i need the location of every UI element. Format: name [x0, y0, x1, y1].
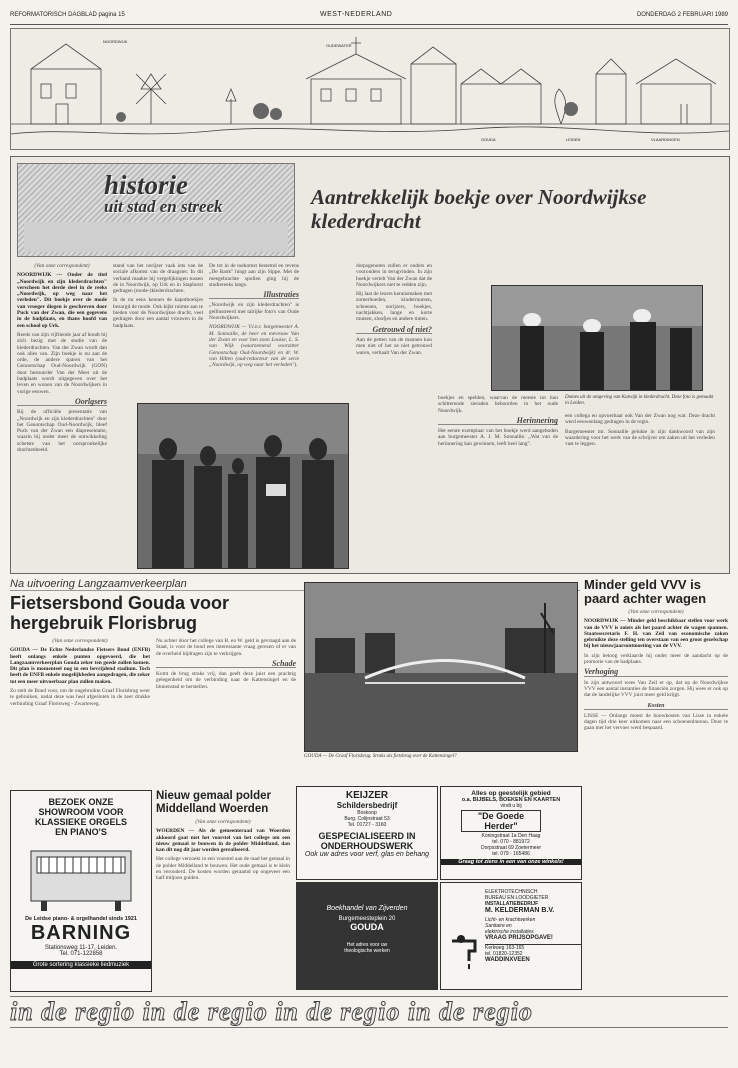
faucet-icon [447, 931, 487, 971]
masthead-section: WEST-NEDERLAND [320, 11, 393, 18]
ad-phone: tel. 070 - 881972 [492, 839, 530, 845]
history-col-4 [356, 263, 432, 565]
ad-slogan: VRAAG PRIJSOPGAVE! [485, 935, 553, 941]
ad-address: Stationsweg 11-17, Leiden. [44, 945, 118, 951]
barning-advertisement [10, 790, 152, 992]
illustration-label: LEIDEN [566, 137, 581, 142]
ad-trade: Schildersbedrijf [336, 801, 398, 810]
paragraph: Reeds van zijn vijftiende jaar af houdt hij zich bezig met de studie van de klederdrachten. Van der Zwan wordt dan ook alles van. Zijn boekje is nu aan de orde, de andere sparen van het Genootschap Oud-Noordwijk (GON) door bestuurder Van der Meer uit de badplaats wordt uitgegeven over het leven en wonen van de Noordwijkers in vorige eeuwen. [17, 331, 107, 395]
cyclists-article [10, 578, 580, 778]
history-col-3 [209, 263, 299, 381]
ad-service: elektrische installaties [485, 929, 534, 935]
paragraph: Aan de petten van de mannen kon men niet of het ze niet getrouwd waren, verhaalt Van der Zwan. [356, 336, 432, 356]
ad-company-name: KEIJZER [345, 790, 389, 801]
ad-subline: o.a. BIJBELS, BOEKEN EN KAARTEN [461, 797, 561, 803]
illustration-label: VLAARDINGEN [651, 137, 680, 142]
ad-intro: vindt u bij [500, 803, 522, 809]
ad-slogan-line: GESPECIALISEERD IN [318, 831, 416, 841]
paragraph: Hij laat de lezers kennismaken met zomerhoeden, kindermutsen, schoenen, oorijzers, boekjes, nachtjakken, lange en korte mutsen, sloofjes en andere tinten. [356, 291, 432, 323]
ad-tagline: De Leidse piano- & orgelhandel sinds 1921 [25, 916, 137, 922]
paragraph: „Noordwijk en zijn klederdrachten" is geïllustreerd met talrijke foto's van Oude Noordwijkers. [209, 302, 299, 322]
vvv-article [584, 578, 728, 994]
paragraph: Het college verzoekt in een voorstel aan de raad het gemaal in de polder Middelland te bouwen. Het oude gemaal is te klein en verouderd. De kosten worden geraamd op ongeveer een half miljoen gulden. [156, 856, 290, 882]
pumping-station-article [156, 790, 290, 990]
keijzer-advertisement [296, 786, 438, 880]
subheading: Getrouwd of niet? [356, 327, 432, 334]
cyclists-col-2 [156, 638, 296, 768]
paragraph: Bij de officiële presentatie van „Noordwijk en zijn klederdrachten" door het Genootschap Oud-Noordwijk, bleef Puck van der Zwan een diapresentatie, waarin hij onder meer de ontwikkeling schetste van het oorspronkelijke drachtenbeeld. [17, 409, 107, 454]
ad-line: BUREAU EN LOODGIETER [485, 895, 549, 901]
photo-caption: NOORDWIJK — V.l.n.r. burgemeester A. M. Sonnaille, de heer en mevrouw Van der Zwan en voor hen zoon Louise, L. S. van Wijk (waarnemend voorzitter Genootschap Oud-Noordwijk) en dr. W. van Hilten (oud-redacteur van de serie „Noordwijk, op weg naar het verleden"). [209, 324, 299, 369]
group-photo-image [138, 404, 348, 568]
paragraph: Zo stelt de Bond voor, om de ongebruikte Graaf Florisbrug weer te gebruiken, nadat deze was heel afgesloten in de zeer drukke verbinding Graaf Florisweg - Zwarteweg. [10, 688, 150, 707]
paragraph: LISSE — Onlangs moest de bouwkosten van Lisse in enkele dagen tijd drie keer uitkomen naar een schoenenbureau. Door te gaan met het vervoer werd bespaard. [584, 712, 728, 732]
ad-phone: tel. 079 - 165486 [492, 851, 530, 857]
illustration-label: NOORDWIJK [103, 39, 128, 44]
masthead-left: REFORMATORISCH DAGBLAD pagina 15 [10, 12, 125, 18]
ad-phone: Tel. 071-122858 [59, 951, 103, 957]
subheading: Oorlgsers [17, 399, 107, 406]
zijverden-advertisement [296, 882, 438, 990]
history-col-6 [565, 413, 715, 565]
subheading: Illustraties [209, 292, 299, 299]
masthead-date: DONDERDAG 2 FEBRUARI 1989 [636, 12, 728, 18]
costume-photo-caption: Dames uit de omgeving van Katwijk in klederdracht. Deze foto is gemaakt in Leiden. [565, 395, 714, 406]
ad-city: GOUDA [350, 922, 384, 932]
ad-place: Boskoop [357, 810, 377, 816]
ad-company-name: "De Goede Herder" [461, 810, 541, 832]
town-illustration-banner [10, 28, 730, 150]
illustration-label: OUDEWATER [326, 43, 352, 48]
history-logo-line2: uit stad en streek [104, 197, 223, 216]
ad-extra: theologische werken [344, 948, 390, 954]
lead-paragraph: NOORDWIJK — Minder geld beschikbaar stellen voor werk van de VVV is zoiets als het paard achter de wagen spannen. Staatssecretaris F. H. van Zeil van economische zaken gebruikte deze stelling ten overstaan van een groot gezelschap bij het nieuwjaarsontmoeting van de VVV. [584, 618, 728, 650]
paragraph: Het eerste exemplaar van het boekje werd aangeboden aan burgemeester A. J. M. Sonnaille. „Wat van de herinnering kan gewinnen, leeft heel lang". [438, 428, 558, 447]
subheading: Herinnering [438, 418, 558, 425]
ad-headline [11, 797, 151, 837]
article-headline: Nieuw gemaal polder Middelland Woerden [156, 790, 272, 815]
masthead [10, 10, 728, 25]
ad-service: Licht- en krachtwerken [485, 917, 536, 923]
paragraph: De tot in de toekomst bestemd en tevens „De Bank" hingt aan zijn Sippe. Met de meegebrachte spullen ging hij de studiereeks langs. [209, 263, 299, 288]
costume-photo-image [492, 286, 702, 390]
bridge-photo [304, 582, 578, 752]
history-col-5 [438, 395, 558, 565]
history-headline: Aantrekkelijk boekje over Noordwijkse klederdracht [311, 185, 647, 233]
paragraph: In zijn betoog verklaarde hij onder meer de aandacht op de promotie van de badplaats. [584, 652, 728, 666]
ad-extra: Het adres voor uw [346, 942, 388, 948]
ad-slogan-line: Ook uw adres voor verf, glas en behang [304, 851, 430, 858]
history-logo-panel [17, 163, 295, 257]
ad-street: Burgemeesteplein 20 [338, 916, 396, 922]
kelderman-advertisement [440, 882, 582, 990]
ad-service: Sanitaire en [485, 923, 512, 929]
group-photo [137, 403, 349, 569]
town-sketch-illustration [11, 29, 729, 149]
illustration-label: GOUDA [481, 137, 496, 142]
lead-paragraph: GOUDA — De Echte Nederlandse Fietsers Bond (ENFB) heeft onlangs enkele punten opgevoerd, die het Langzaamverkeerplan Gouda zeker ten goede zullen komen. Dit plan is momenteel nog in een bevrijdend stadium. Toch heeft de ENFB enkele mogelijkheden aangedragen, die zeker tot een meer uitvoerbaar plan zullen maken. [10, 647, 150, 685]
ad-street: Burg. Colijnstraat 53 [344, 816, 390, 822]
ad-address: Dorpsstraat 69 Zoetermeer [480, 845, 542, 851]
logo-skyline [24, 222, 288, 252]
bridge-photo-image [305, 583, 577, 751]
paragraph: een collega en opvoerbaar ook Van der Zwan nog wat. Deze dracht werd eeuwenlang gedragen in de regio. [565, 413, 715, 426]
pumping-station-text [156, 819, 290, 987]
ad-line: INSTALLATIEBEDRIJF [485, 901, 539, 907]
organ-illustration [21, 841, 141, 911]
ad-address: Koningstraat 1a Den Haag [481, 833, 541, 839]
ad-footer: Grote sortering klassieke liedmuziek [11, 961, 151, 969]
ad-phone: tel. 01820-12352 [485, 951, 523, 957]
ad-line: EN PIANO'S [55, 827, 107, 837]
history-feature-section [10, 156, 730, 574]
history-col-2 [113, 263, 203, 381]
paragraph: Nu achter door het college van B. en W. geld is gevraagd aan de Staat, is voor de bond een interessante vraag gerezen of er van de overheid bijdragen zijn te verkrijgen. [156, 638, 296, 657]
bridge-photo-caption: GOUDA — De Graaf Florisbrug. Straks als fietsbrug over de Kattensingel? [304, 754, 457, 759]
history-col-1 [17, 263, 107, 565]
article-headline: Minder geld VVV is paard achter wagen [584, 577, 707, 606]
goede-herder-advertisement [440, 786, 582, 880]
ad-company-name: Boekhandel van Zijverden [326, 905, 408, 912]
ad-line: SHOWROOM VOOR [38, 807, 124, 817]
paragraph: Burgemeester mr. Sonnaille gelukte in zijn dankwoord van zijn waardering voor het werk van de schrijver om zaken uit het verleden vast te leggen. [565, 428, 715, 448]
ad-headline: Alles op geestelijk gebied [471, 790, 551, 797]
subheading: Kosten [584, 703, 728, 710]
ad-line: KLASSIEKE ORGELS [34, 817, 127, 827]
ad-line: ELEKTROTECHNISCH [485, 889, 538, 895]
paragraph: In de nu eens kennen de kapotboekjes bezorgd de mode. Ook kijkt ruimte aan te bieden voor de Noordwijkse dracht, veel gedragen door een aantal vrouwen in de badplaats. [113, 297, 203, 329]
byline: (Van onze correspondent) [628, 609, 684, 615]
ad-line: BEZOEK ONZE [48, 797, 114, 807]
paragraph: stand van het oorijzer vaak iets van de sociale afkomst van de draagster. In dit verband maakte hij vergelijkingen tussen de in Noordwijk, op Urk en in Staphorst gedragen (mode-)klederdrachten. [113, 263, 203, 295]
ad-street: Kerkweg 163-165 [485, 944, 581, 951]
byline: (Van onze correspondent) [52, 638, 108, 644]
ad-city: WADDINXVEEN [485, 957, 530, 963]
byline: (Van onze correspondent) [195, 819, 251, 825]
ad-company-name: BARNING [30, 922, 132, 944]
subheading: Schade [156, 661, 296, 668]
history-logo [104, 172, 252, 216]
paragraph: Komt de brug straks vrij, dan geeft deze juist een prachtig gelegenheid om de verbinding naar de Kattensingel en de binnenstad te herstellen. [156, 671, 296, 690]
ad-footer: Graag tot ziens in een van onze winkels! [441, 859, 581, 865]
in-de-regio-footer-band [10, 996, 728, 1028]
paragraph: In zijn antwoord wees Van Zeil er op, dat op de Noordwijkse VVV een aantal instanties de financiën zorgen. Hij wees er ook op dat de landelijke VVV juist meer geld krijgt. [584, 679, 728, 699]
history-logo-line1: historie [104, 170, 189, 200]
costume-photo [491, 285, 703, 391]
ad-phone: Tel. 01727 - 3160 [347, 822, 387, 828]
article-kicker: Na uitvoering Langzaamverkeerplan [10, 578, 580, 591]
paragraph: dorpsgenoten zullen er ouders en voorouders in terugvinden. In zijn boekje vertelt Van der Zwan dat de Noordwijkers niet te redden zijn. [356, 263, 432, 288]
paragraph: boekjes en spelden, waarvan de meeste tot hun schitterende sieraden behoorden in het oude Noordwijk. [438, 395, 558, 414]
cyclists-col-1 [10, 638, 150, 768]
lead-paragraph: NOORDWIJK — Onder de titel „Noordwijk en zijn klederdrachten" verscheen het derde deel in de reeks „Noordwijk, op weg naar het verleden". Dit boekje over de mode van vroeger diegen is geschreven door Puck van der Zwan, die een gegevens in de badplaats, en thans hoofd van een school op Urk. [17, 272, 107, 329]
lead-paragraph: WOERDEN — Als de gemeenteraad van Woerden akkoord gaat met het voorstel van het college om een nieuw gemaal te bouwen in de polder Middelland, dan kan dit nog dit jaar worden gerealiseerd. [156, 828, 290, 854]
vvv-text [584, 609, 728, 989]
byline: (Van onze correspondent) [34, 263, 90, 269]
footer-band-text: in de regio in de regio in de regio in de regio [10, 997, 533, 1026]
ad-slogan-line: ONDERHOUDSWERK [320, 841, 414, 851]
ad-company-name: M. KELDERMAN B.V. [485, 907, 555, 914]
subheading: Verhoging [584, 669, 728, 676]
article-headline: Fietsersbond Gouda voor hergebruik Florisbrug [10, 593, 230, 633]
